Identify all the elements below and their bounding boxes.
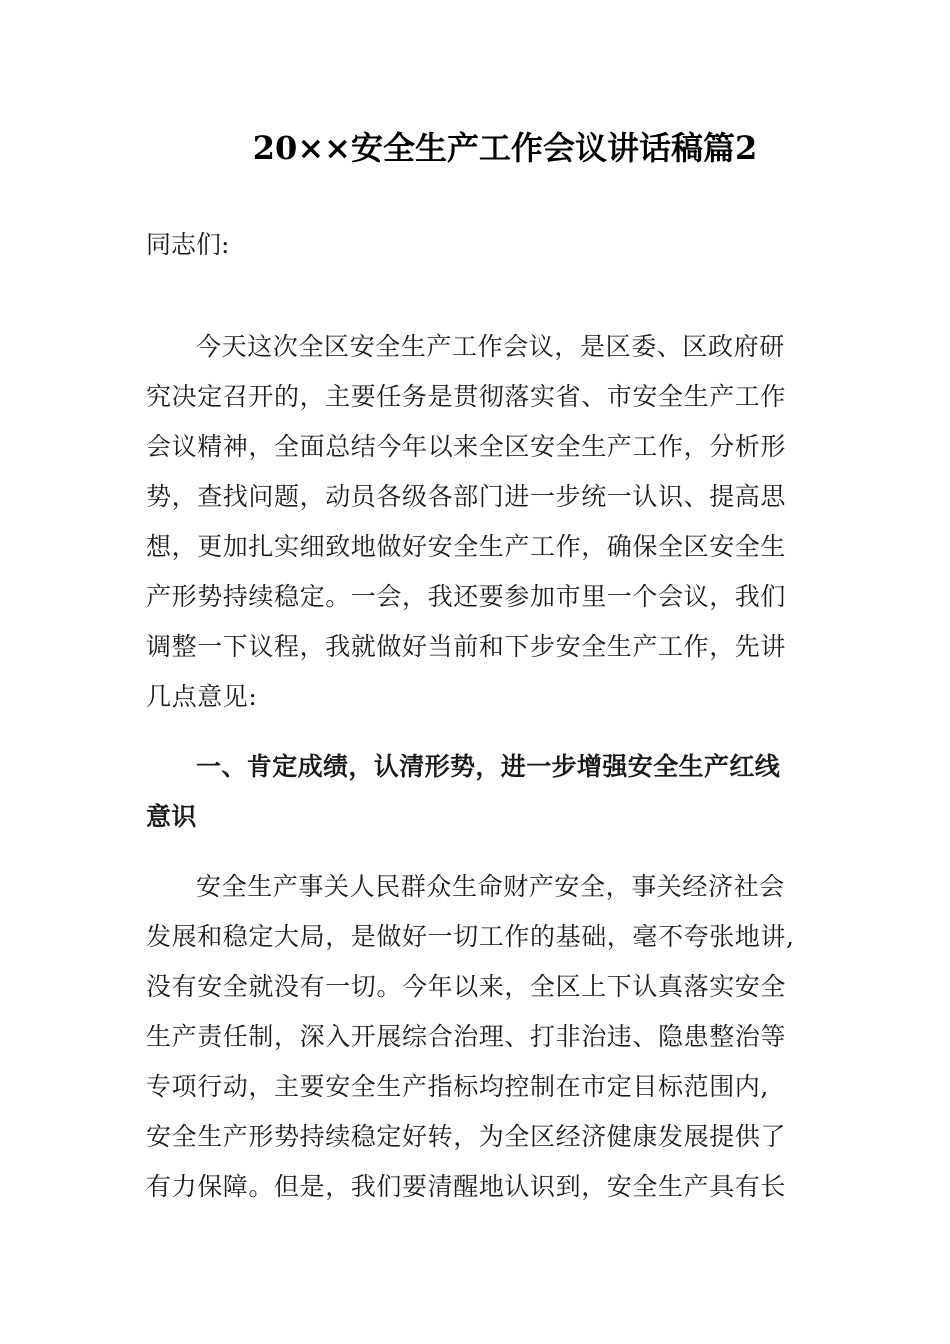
paragraph-line: 产形势持续稳定。一会，我还要参加市里一个会议，我们: [146, 582, 787, 611]
heading-line: 一、肯定成绩，认清形势，进一步增强安全生产红线: [196, 752, 781, 781]
salutation: 同志们:: [146, 230, 230, 259]
paragraph-line: 会议精神，全面总结今年以来全区安全生产工作，分析形: [146, 432, 787, 461]
section-heading-1: [146, 742, 806, 842]
paragraph-line: 究决定召开的，主要任务是贯彻落实省、市安全生产工作: [146, 382, 787, 411]
paragraph-line: 几点意见:: [146, 682, 258, 711]
paragraph-2: [146, 862, 806, 1212]
paragraph-line: 有力保障。但是，我们要清醒地认识到，安全生产具有长: [146, 1172, 787, 1201]
heading-line: 意识: [146, 802, 197, 831]
paragraph-line: 生产责任制，深入开展综合治理、打非治违、隐患整治等: [146, 1022, 787, 1051]
paragraph-line: 想，更加扎实细致地做好安全生产工作，确保全区安全生: [146, 532, 787, 561]
paragraph-line: 今天这次全区安全生产工作会议，是区委、区政府研: [196, 332, 785, 361]
paragraph-line: 安全生产形势持续稳定好转，为全区经济健康发展提供了: [146, 1122, 787, 1151]
paragraph-line: 发展和稳定大局，是做好一切工作的基础，毫不夸张地讲,: [146, 922, 795, 951]
paragraph-line: 安全生产事关人民群众生命财产安全，事关经济社会: [196, 872, 785, 901]
paragraph-line: 专项行动，主要安全生产指标均控制在市定目标范围内,: [146, 1072, 769, 1101]
paragraph-line: 没有安全就没有一切。今年以来，全区上下认真落实安全: [146, 972, 787, 1001]
paragraph-line: 调整一下议程，我就做好当前和下步安全生产工作，先讲: [146, 632, 787, 661]
paragraph-line: 势，查找问题，动员各级各部门进一步统一认识、提高思: [146, 482, 787, 511]
paragraph-1: [146, 322, 806, 722]
document-title: 20××安全生产工作会议讲话稿篇2: [252, 129, 758, 167]
